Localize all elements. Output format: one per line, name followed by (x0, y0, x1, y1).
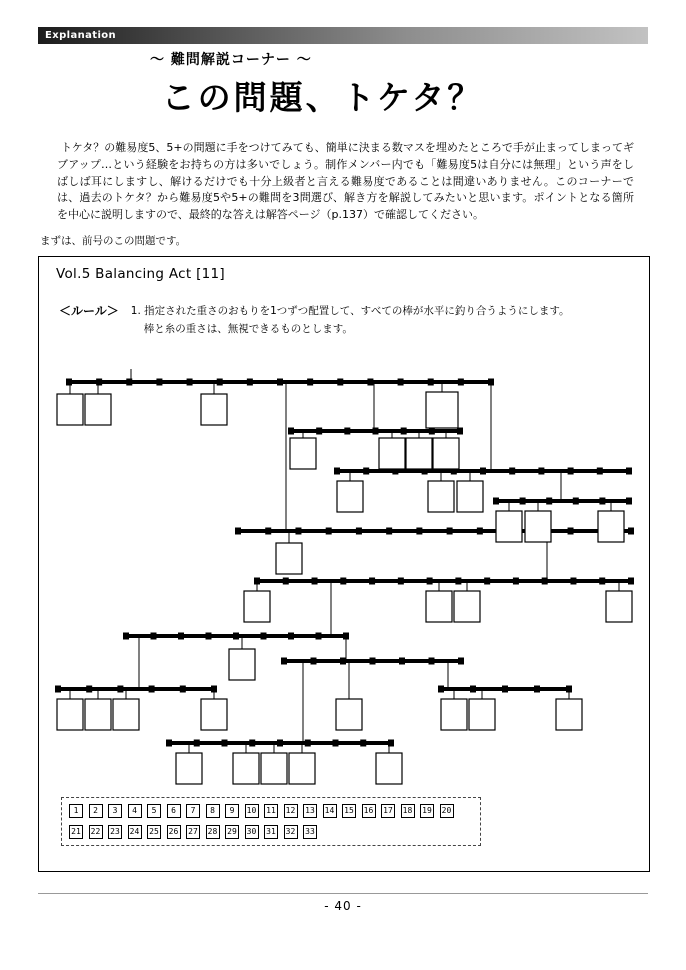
weight-cell: 11 (264, 804, 278, 818)
bar-tick (316, 633, 322, 640)
weight-cell: 23 (108, 825, 122, 839)
section-title: 〜 難問解説コーナー 〜 (150, 52, 312, 68)
bar-tick (235, 528, 241, 535)
bar-tick (288, 633, 294, 640)
weight-slot-box (229, 649, 255, 680)
weight-cell: 27 (186, 825, 200, 839)
page-number: - 40 - (324, 899, 362, 913)
bar-tick (149, 686, 155, 693)
bar-tick (86, 686, 92, 693)
header-label: Explanation (45, 30, 117, 41)
weight-cell: 8 (206, 804, 220, 818)
bar-tick (570, 578, 576, 585)
bar-tick (340, 578, 346, 585)
bar-tick (360, 740, 366, 747)
bar-tick (597, 468, 603, 475)
weight-cell: 14 (323, 804, 337, 818)
bar-tick (66, 379, 72, 386)
bar-tick (217, 379, 223, 386)
weight-slot-box (276, 543, 302, 574)
weight-slot-box (428, 481, 454, 512)
bar-tick (96, 379, 102, 386)
weight-cell: 32 (284, 825, 298, 839)
bar-tick (337, 379, 343, 386)
bar-tick (534, 686, 540, 693)
weight-slot-box (426, 392, 458, 428)
bar-tick (429, 658, 435, 665)
weight-cell: 25 (147, 825, 161, 839)
weights-list (69, 804, 455, 839)
bar-tick (401, 428, 407, 435)
weight-slot-box (85, 394, 111, 425)
bar-tick (194, 740, 200, 747)
bar-tick (344, 428, 350, 435)
bar-tick (369, 578, 375, 585)
bar-tick (288, 428, 294, 435)
bar-tick (416, 528, 422, 535)
weight-slot-box (113, 699, 139, 730)
weight-cell: 2 (89, 804, 103, 818)
weight-slot-box (201, 699, 227, 730)
bar-tick (334, 468, 340, 475)
bar-tick (428, 379, 434, 386)
weight-cell: 5 (147, 804, 161, 818)
weight-slot-box (433, 438, 459, 469)
bar-tick (249, 740, 255, 747)
bar-tick (438, 686, 444, 693)
bar-tick (470, 686, 476, 693)
bar-tick (307, 379, 313, 386)
bar-tick (126, 379, 132, 386)
bar-tick (281, 658, 287, 665)
balance-bar (58, 687, 214, 691)
weight-slot-box (289, 753, 315, 784)
bar-tick (626, 498, 632, 505)
bar-tick (427, 578, 433, 585)
bar-tick (370, 658, 376, 665)
bar-tick (117, 686, 123, 693)
weight-cell: 26 (167, 825, 181, 839)
weight-slot-box (426, 591, 452, 622)
bar-tick (599, 578, 605, 585)
bar-tick (386, 528, 392, 535)
bar-tick (180, 686, 186, 693)
bar-tick (343, 633, 349, 640)
weight-slot-box (457, 481, 483, 512)
rule-line-2: 棒と糸の重さは、無視できるものとします。 (143, 323, 353, 335)
bar-tick (455, 578, 461, 585)
weight-cell: 3 (108, 804, 122, 818)
weight-slot-box (244, 591, 270, 622)
bar-tick (222, 740, 228, 747)
weight-cell: 1 (69, 804, 83, 818)
bar-tick (542, 578, 548, 585)
bar-tick (509, 468, 515, 475)
weight-slot-box (598, 511, 624, 542)
bar-tick (628, 528, 634, 535)
weight-slot-box (376, 753, 402, 784)
weight-slot-box (336, 699, 362, 730)
bar-tick (573, 498, 579, 505)
weight-slot-box (454, 591, 480, 622)
bar-tick (316, 428, 322, 435)
weight-cell: 10 (245, 804, 259, 818)
weight-slot-box (337, 481, 363, 512)
bar-tick (566, 686, 572, 693)
bar-tick (399, 658, 405, 665)
bar-tick (247, 379, 253, 386)
bar-tick (520, 498, 526, 505)
weight-cell: 9 (225, 804, 239, 818)
bar-tick (373, 428, 379, 435)
weight-cell: 4 (128, 804, 142, 818)
weight-slot-box (57, 394, 83, 425)
bar-tick (628, 578, 634, 585)
bar-tick (513, 578, 519, 585)
bar-tick (261, 633, 267, 640)
bar-tick (211, 686, 217, 693)
bar-tick (477, 528, 483, 535)
bar-tick (326, 528, 332, 535)
bar-tick (265, 528, 271, 535)
bar-tick (156, 379, 162, 386)
weight-cell: 18 (401, 804, 415, 818)
bar-tick (277, 740, 283, 747)
bar-tick (546, 498, 552, 505)
weight-cell: 7 (186, 804, 200, 818)
bar-tick (178, 633, 184, 640)
bar-tick (363, 468, 369, 475)
weight-cell: 30 (245, 825, 259, 839)
rule-line-1: 1. 指定された重さのおもりを1つずつ配置して、すべての棒が水平に釣り合うようにします。 (130, 305, 570, 317)
bar-tick (538, 468, 544, 475)
weight-cell: 16 (362, 804, 376, 818)
page-title: この問題、トケタ？ (161, 78, 484, 117)
bar-tick (502, 686, 508, 693)
bar-tick (55, 686, 61, 693)
bar-tick (367, 379, 373, 386)
bar-tick (166, 740, 172, 747)
weight-slot-box (606, 591, 632, 622)
weight-cell: 28 (206, 825, 220, 839)
bar-tick (295, 528, 301, 535)
balance-mobile-diagram (39, 257, 649, 871)
weight-cell: 21 (69, 825, 83, 839)
weight-cell: 31 (264, 825, 278, 839)
weight-cell: 24 (128, 825, 142, 839)
weight-slot-box (261, 753, 287, 784)
weight-slot-box (201, 394, 227, 425)
bar-tick (277, 379, 283, 386)
bar-tick (398, 578, 404, 585)
weight-slot-box (57, 699, 83, 730)
weight-cell: 19 (420, 804, 434, 818)
weight-slot-box (525, 511, 551, 542)
puzzle-frame (38, 256, 650, 872)
bar-tick (626, 468, 632, 475)
bar-tick (312, 578, 318, 585)
bar-tick (480, 468, 486, 475)
bar-tick (254, 578, 260, 585)
bar-tick (493, 498, 499, 505)
bar-tick (333, 740, 339, 747)
weight-cell: 29 (225, 825, 239, 839)
weight-slot-box (406, 438, 432, 469)
rules-label: ＜ルール＞ (59, 304, 119, 318)
balance-bar (496, 499, 629, 503)
bar-tick (123, 633, 129, 640)
weight-cell: 22 (89, 825, 103, 839)
bar-tick (233, 633, 239, 640)
footer-divider (38, 893, 648, 894)
lead-text: まずは、前号のこの問題です。 (40, 235, 187, 247)
weight-slot-box (233, 753, 259, 784)
weight-slot-box (290, 438, 316, 469)
bar-tick (305, 740, 311, 747)
puzzle-title: Vol.5 Balancing Act [11] (56, 266, 225, 282)
weight-cell: 6 (167, 804, 181, 818)
bar-tick (488, 379, 494, 386)
bar-tick (458, 658, 464, 665)
weight-slot-box (176, 753, 202, 784)
weight-slot-box (556, 699, 582, 730)
weight-slot-box (441, 699, 467, 730)
weight-slot-box (379, 438, 405, 469)
bar-tick (206, 633, 212, 640)
weight-cell: 13 (303, 804, 317, 818)
bar-tick (599, 498, 605, 505)
weight-cell: 17 (381, 804, 395, 818)
bar-tick (484, 578, 490, 585)
weight-slot-box (469, 699, 495, 730)
bar-tick (568, 468, 574, 475)
weight-cell: 15 (342, 804, 356, 818)
bar-tick (447, 528, 453, 535)
bar-tick (388, 740, 394, 747)
weight-slot-box (85, 699, 111, 730)
bar-tick (151, 633, 157, 640)
bar-tick (458, 379, 464, 386)
weight-cell: 20 (440, 804, 454, 818)
intro-paragraph: トケタ？の難易度5、5+の問題に手をつけてみても、簡単に決まる数マスを埋めたところで手が止まってしまってギブアップ…という経験をお持ちの方は多いでしょう。制作メンバー内でも「難易度5は自分には無理」という声をしばしば耳にしますし、解けるだけでも十分上級者と言える難易度であることは間違いありません。このコーナーでは、過去のトケタ？から難易度5や5+の難問を3問選び、解き方を解説してみたいと思います。ポイントとなる箇所を中心に説明しますので、最終的な答えは解答ページ（p.137）で確認してください。 (57, 141, 634, 222)
weight-cell: 33 (303, 825, 317, 839)
bar-tick (311, 658, 317, 665)
bar-tick (356, 528, 362, 535)
bar-tick (340, 658, 346, 665)
bar-tick (398, 379, 404, 386)
bar-tick (283, 578, 289, 585)
weight-slot-box (496, 511, 522, 542)
bar-tick (187, 379, 193, 386)
bar-tick (568, 528, 574, 535)
weight-cell: 12 (284, 804, 298, 818)
weights-frame (61, 797, 481, 846)
section-header-bar (38, 27, 648, 44)
